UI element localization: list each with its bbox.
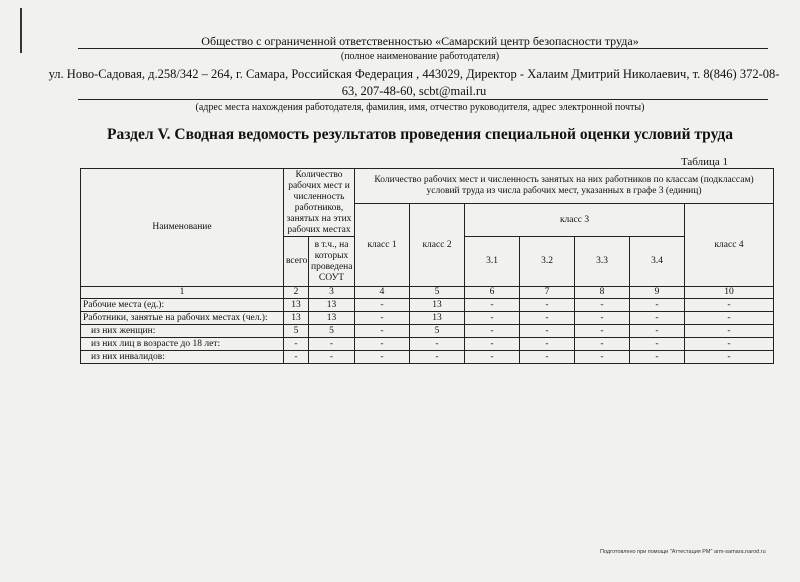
table-cell: 13 xyxy=(284,299,309,312)
address-underline xyxy=(78,99,768,100)
table-row-workers xyxy=(81,312,774,325)
table-cell: - xyxy=(685,338,774,351)
table-cell: - xyxy=(630,338,685,351)
table-cell: - xyxy=(410,351,465,364)
column-number: 6 xyxy=(465,287,520,299)
header-sub-3-1: 3.1 xyxy=(465,237,520,287)
page-edge-mark xyxy=(20,8,22,53)
table-cell: - xyxy=(685,325,774,338)
header-class1: класс 1 xyxy=(355,204,410,287)
table-cell: - xyxy=(465,312,520,325)
header-classes: Количество рабочих мест и численность занятых на них работников по классам (подклассам) условий труда из числа рабочих мест, указанных в графе 3 (единиц) xyxy=(355,169,774,204)
header-count: Количество рабочих мест и численность работников, занятых на этих рабочих местах xyxy=(284,169,355,237)
table-cell: 13 xyxy=(309,312,355,325)
column-number: 9 xyxy=(630,287,685,299)
table-cell: - xyxy=(410,338,465,351)
table-cell: 13 xyxy=(284,312,309,325)
column-number: 2 xyxy=(284,287,309,299)
table-cell: - xyxy=(575,351,630,364)
table-cell: - xyxy=(465,338,520,351)
table-cell: 13 xyxy=(410,299,465,312)
table-cell: 13 xyxy=(410,312,465,325)
employer-name: Общество с ограниченной ответственностью «Самарский центр безопасности труда» xyxy=(201,34,639,48)
table-cell: - xyxy=(465,351,520,364)
table-cell: - xyxy=(575,312,630,325)
column-number: 3 xyxy=(309,287,355,299)
table-cell: - xyxy=(685,312,774,325)
table-cell: 5 xyxy=(284,325,309,338)
table-cell: - xyxy=(520,312,575,325)
header-row-1 xyxy=(81,169,774,204)
table-cell: - xyxy=(520,299,575,312)
header-sub-3-4: 3.4 xyxy=(630,237,685,287)
table-cell: - xyxy=(630,351,685,364)
table-cell: - xyxy=(575,325,630,338)
table-cell: - xyxy=(309,338,355,351)
table-label: Таблица 1 xyxy=(680,156,728,168)
table-cell: 5 xyxy=(410,325,465,338)
table-cell: - xyxy=(630,299,685,312)
table-cell: - xyxy=(575,299,630,312)
table-cell: - xyxy=(355,351,410,364)
table-cell: - xyxy=(630,325,685,338)
table-cell: - xyxy=(355,338,410,351)
column-number: 1 xyxy=(81,287,284,299)
employer-caption: (полное наименование работодателя) xyxy=(340,51,500,62)
row-label: Рабочие места (ед.): xyxy=(81,299,284,312)
row-label: из них женщин: xyxy=(81,325,284,338)
table-cell: - xyxy=(685,299,774,312)
header-sub-3-3: 3.3 xyxy=(575,237,630,287)
column-number: 4 xyxy=(355,287,410,299)
header-class4: класс 4 xyxy=(685,204,774,287)
employer-address: ул. Ново-Садовая, д.258/342 – 264, г. Самара, Российская Федерация , 443029, Директор - Халаим Дмитрий Николаевич, т. 8(846) 372-08-63, 207-48-60, scbt@mail.ru xyxy=(48,67,780,98)
table-cell: 5 xyxy=(309,325,355,338)
table-cell: - xyxy=(685,351,774,364)
table-cell: - xyxy=(465,299,520,312)
table-row-disabled xyxy=(81,351,774,364)
table-cell: 13 xyxy=(309,299,355,312)
table-cell: - xyxy=(630,312,685,325)
column-number: 10 xyxy=(685,287,774,299)
header-sout: в т.ч., на которых проведена СОУТ xyxy=(309,237,355,287)
table-cell: - xyxy=(520,351,575,364)
table-cell: - xyxy=(284,338,309,351)
row-label: из них инвалидов: xyxy=(81,351,284,364)
row-label: из них лиц в возрасте до 18 лет: xyxy=(81,338,284,351)
header-sub-3-2: 3.2 xyxy=(520,237,575,287)
column-number: 8 xyxy=(575,287,630,299)
summary-table xyxy=(80,168,774,364)
column-number: 5 xyxy=(410,287,465,299)
table-cell: - xyxy=(355,299,410,312)
table-cell: - xyxy=(355,312,410,325)
table-cell: - xyxy=(309,351,355,364)
header-total: всего xyxy=(284,237,309,287)
table-row-women xyxy=(81,325,774,338)
table-cell: - xyxy=(355,325,410,338)
column-number: 7 xyxy=(520,287,575,299)
footer-note: Подготовлено при помощи "Аттестация РМ" arm-samara.narod.ru xyxy=(600,549,766,555)
header-name: Наименование xyxy=(81,169,284,287)
header-class2: класс 2 xyxy=(410,204,465,287)
table-cell: - xyxy=(520,338,575,351)
employer-underline xyxy=(78,48,768,49)
table-row-minors xyxy=(81,338,774,351)
header-class3: класс 3 xyxy=(465,204,685,237)
column-number-row xyxy=(81,287,774,299)
table-cell: - xyxy=(520,325,575,338)
section-title: Раздел V. Сводная ведомость результатов проведения специальной оценки условий труда xyxy=(107,126,733,143)
table-row-workplaces xyxy=(81,299,774,312)
row-label: Работники, занятые на рабочих местах (чел.): xyxy=(81,312,284,325)
table-cell: - xyxy=(575,338,630,351)
address-caption: (адрес места нахождения работодателя, фамилия, имя, отчество руководителя, адрес электронной почты) xyxy=(195,102,645,113)
table-cell: - xyxy=(284,351,309,364)
table-cell: - xyxy=(465,325,520,338)
